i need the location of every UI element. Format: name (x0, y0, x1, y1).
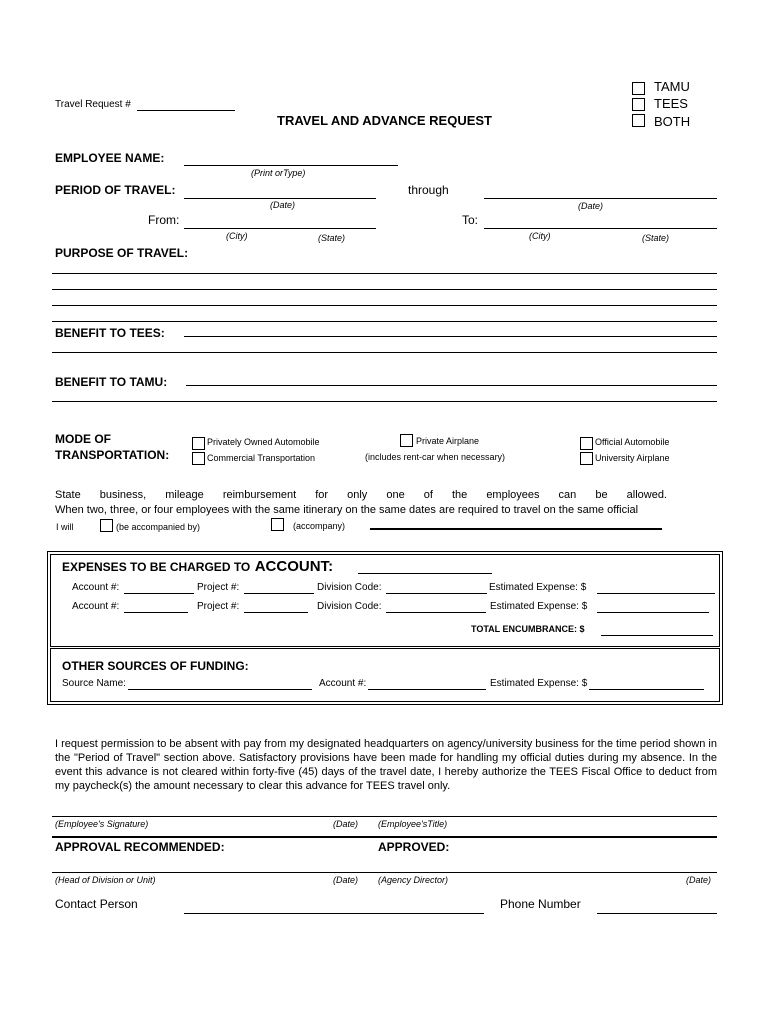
both-label: BOTH (654, 114, 691, 129)
expense-row1-division-field[interactable] (386, 593, 487, 594)
benefit-tamu-field-1[interactable] (186, 385, 717, 386)
employee-name-field[interactable] (184, 165, 398, 166)
expense-row2-account-field[interactable] (124, 612, 188, 613)
accompanied-by-label: (be accompanied by) (116, 522, 201, 532)
from-label: From: (148, 213, 180, 227)
start-date-hint: (Date) (270, 200, 296, 210)
to-location-field[interactable] (484, 228, 717, 229)
expense-row1-division-label: Division Code: (317, 582, 382, 593)
university-airplane-checkbox[interactable] (580, 452, 593, 465)
accompany-checkbox[interactable] (271, 518, 284, 531)
benefit-tees-label: BENEFIT TO TEES: (55, 326, 165, 340)
other-estimated-field[interactable] (589, 689, 704, 690)
accompanied-by-checkbox[interactable] (100, 519, 113, 532)
from-state-hint: (State) (318, 233, 346, 243)
private-auto-label: Privately Owned Automobile (207, 437, 320, 447)
employee-date-hint: (Date) (333, 819, 359, 829)
accompany-label: (accompany) (293, 521, 346, 531)
expenses-heading-account: ACCOUNT (254, 558, 329, 575)
employee-signature-hint: (Employee's Signature) (55, 819, 149, 829)
source-name-field[interactable] (128, 689, 312, 690)
phone-number-label: Phone Number (500, 897, 581, 911)
travel-request-field[interactable] (137, 110, 235, 111)
private-airplane-label: Private Airplane (416, 436, 480, 446)
expense-row2-project-field[interactable] (244, 612, 308, 613)
expense-row1-account-field[interactable] (124, 593, 194, 594)
purpose-line-3[interactable] (52, 305, 717, 306)
benefit-tees-field-2[interactable] (52, 352, 717, 353)
to-state-hint: (State) (642, 233, 670, 243)
travel-request-label: Travel Request # (55, 99, 131, 110)
from-location-field[interactable] (184, 228, 376, 229)
expense-row2-project-label: Project #: (197, 601, 240, 612)
total-encumbrance-field[interactable] (601, 635, 713, 636)
head-of-division-hint: (Head of Division or Unit) (55, 875, 156, 885)
to-label: To: (462, 213, 479, 227)
head-date-hint: (Date) (333, 875, 359, 885)
period-end-date-field[interactable] (484, 198, 717, 199)
contact-person-field[interactable] (184, 913, 484, 914)
expense-row2-division-label: Division Code: (317, 601, 382, 612)
other-estimated-label: Estimated Expense: $ (490, 678, 588, 689)
expense-row1-estimated-field[interactable] (597, 593, 715, 594)
university-airplane-label: University Airplane (595, 453, 670, 463)
end-date-hint: (Date) (578, 201, 604, 211)
agency-director-hint: (Agency Director) (378, 875, 449, 885)
mileage-text-line-2: When two, three, or four employees with the same itinerary on the same dates are required to travel on the same official (55, 504, 639, 516)
rent-car-note: (includes rent-car when necessary) (365, 452, 506, 462)
mode-label-line-1: MODE OF (55, 432, 111, 446)
expense-row1-project-label: Project #: (197, 582, 240, 593)
official-auto-label: Official Automobile (595, 437, 670, 447)
tamu-label: TAMU (654, 79, 690, 94)
expense-account-field[interactable] (358, 573, 492, 574)
tees-checkbox[interactable] (632, 98, 645, 111)
i-will-label: I will (56, 522, 74, 532)
approval-signature-line[interactable] (52, 872, 717, 873)
purpose-line-4[interactable] (52, 321, 717, 322)
benefit-tamu-label: BENEFIT TO TAMU: (55, 375, 168, 389)
employee-signature-line[interactable] (52, 816, 717, 817)
approval-recommended-label: APPROVAL RECOMMENDED: (55, 840, 225, 854)
purpose-line-2[interactable] (52, 289, 717, 290)
expense-row1-estimated-label: Estimated Expense: $ (489, 582, 587, 593)
mileage-text-line-1: State business, mileage reimbursement for only one of the employees can be allowed. (55, 489, 667, 501)
expense-row2-division-field[interactable] (386, 612, 486, 613)
approved-label: APPROVED: (378, 840, 450, 854)
expenses-heading-colon: : (328, 558, 334, 575)
other-funding-inner-box (50, 648, 720, 702)
purpose-line-1[interactable] (52, 273, 717, 274)
other-account-field[interactable] (368, 689, 486, 690)
expense-row1-project-field[interactable] (244, 593, 314, 594)
period-of-travel-label: PERIOD OF TRAVEL: (55, 183, 176, 197)
from-city-hint: (City) (226, 231, 248, 241)
purpose-label: PURPOSE OF TRAVEL: (55, 246, 189, 260)
period-start-date-field[interactable] (184, 198, 376, 199)
expense-row2-account-label: Account #: (72, 601, 120, 612)
companion-names-field[interactable] (370, 528, 662, 530)
total-encumbrance-label: TOTAL ENCUMBRANCE: $ (471, 624, 585, 634)
contact-person-label: Contact Person (55, 897, 138, 911)
expenses-heading-prefix: EXPENSES TO BE CHARGED TO (62, 560, 251, 574)
to-city-hint: (City) (529, 231, 551, 241)
other-funding-heading: OTHER SOURCES OF FUNDING: (62, 659, 249, 673)
private-auto-checkbox[interactable] (192, 437, 205, 450)
official-auto-checkbox[interactable] (580, 437, 593, 450)
director-date-hint: (Date) (686, 875, 712, 885)
benefit-tamu-field-2[interactable] (52, 401, 717, 402)
expense-row2-estimated-field[interactable] (597, 612, 709, 613)
approval-divider (52, 836, 717, 838)
expenses-heading (62, 558, 333, 576)
private-airplane-checkbox[interactable] (400, 434, 413, 447)
both-checkbox[interactable] (632, 114, 645, 127)
benefit-tees-field-1[interactable] (184, 336, 717, 337)
commercial-checkbox[interactable] (192, 452, 205, 465)
tamu-checkbox[interactable] (632, 82, 645, 95)
mode-label-line-2: TRANSPORTATION: (55, 448, 170, 462)
tees-label: TEES (654, 96, 688, 111)
print-or-type-hint: (Print orType) (251, 168, 306, 178)
employee-title-hint: (Employee'sTitle) (378, 819, 448, 829)
form-title: TRAVEL AND ADVANCE REQUEST (277, 113, 492, 128)
employee-name-label: EMPLOYEE NAME: (55, 151, 165, 165)
commercial-label: Commercial Transportation (207, 453, 316, 463)
through-label: through (408, 183, 449, 197)
expense-row2-estimated-label: Estimated Expense: $ (490, 601, 588, 612)
expense-row1-account-label: Account #: (72, 582, 120, 593)
source-name-label: Source Name: (62, 678, 126, 689)
other-account-label: Account #: (319, 678, 367, 689)
authorization-statement: I request permission to be absent with pay from my designated headquarters on agency/university business for the time period shown in the "Period of Travel" section above. Satisfactory provisions have been made for handling my official duties during my absence. In the event this advance is not cleared within forty-five (45) days of the travel date, I hereby authorize the TEES Fiscal Office to deduct from my paycheck(s) the amount necessary to clear this advance for TEES travel only. (55, 738, 717, 792)
phone-number-field[interactable] (597, 913, 717, 914)
